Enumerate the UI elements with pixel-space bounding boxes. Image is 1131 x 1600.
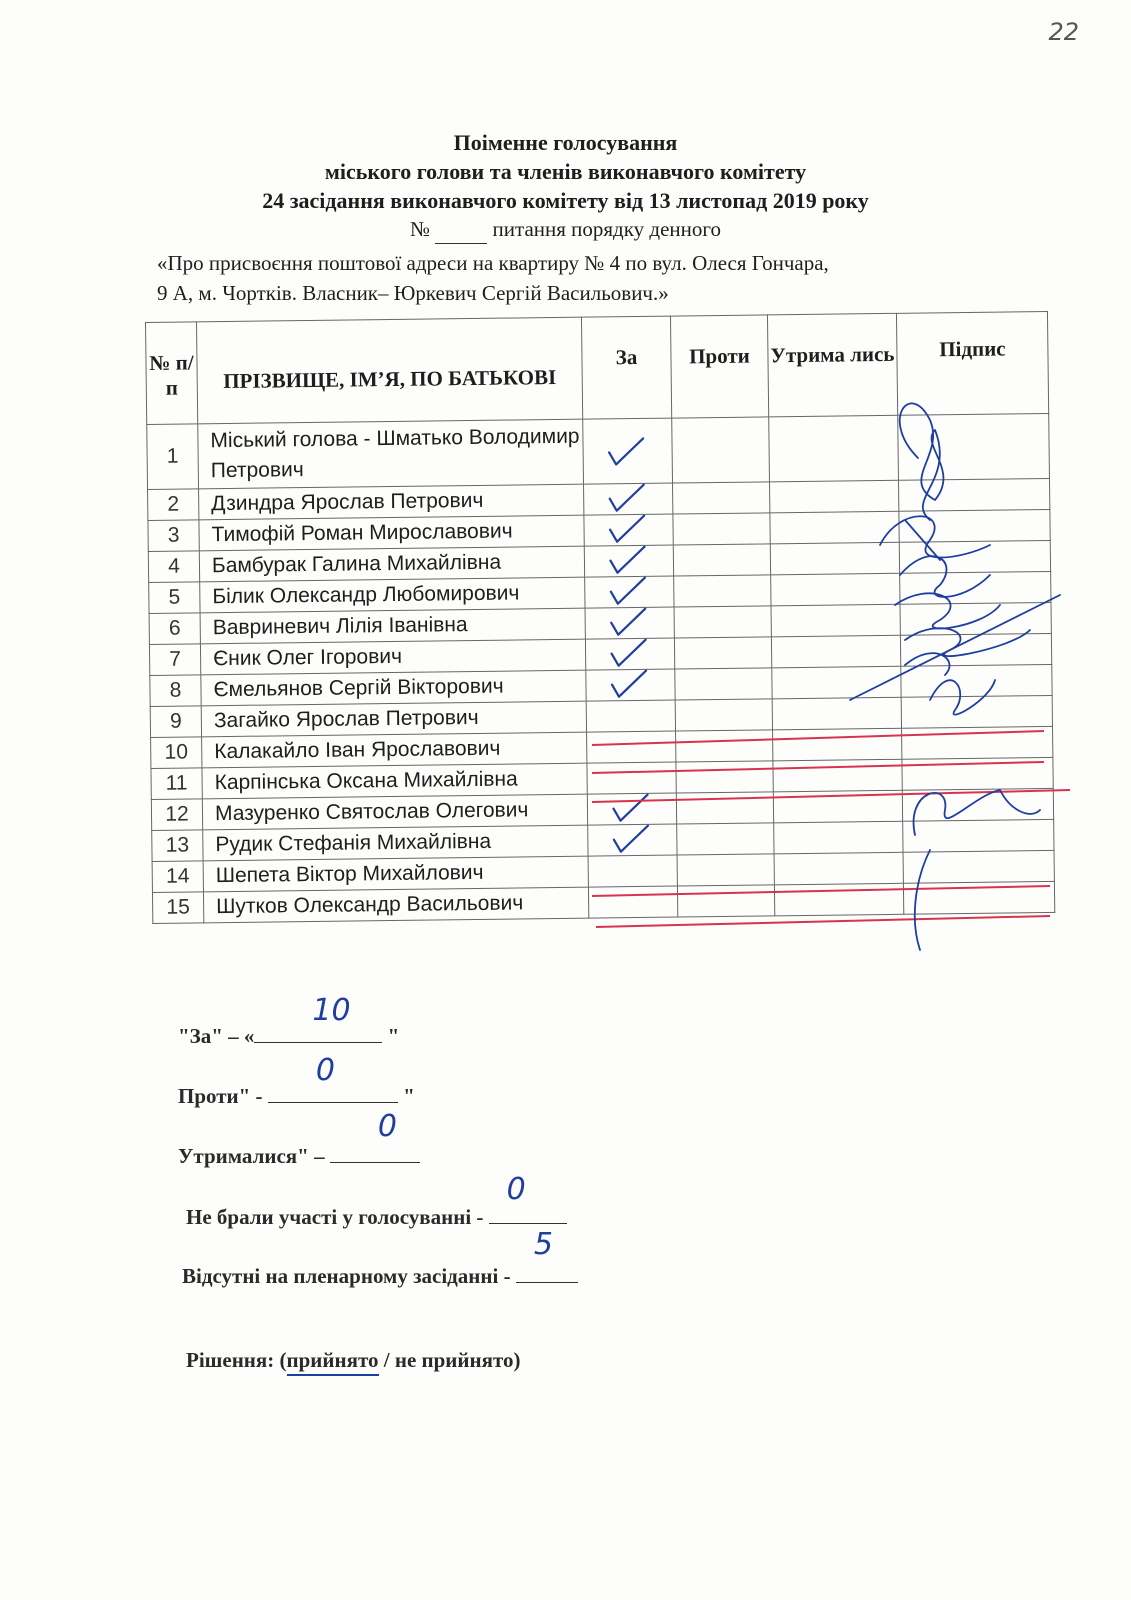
member-name: Калакайло Іван Ярославович [202, 732, 587, 768]
header-for: За [581, 316, 671, 419]
table-row [147, 413, 1050, 489]
tally-absent-value: 5 [533, 1227, 553, 1262]
signature-cell [898, 413, 1050, 480]
vote-against-cell [677, 885, 774, 917]
member-name: Дзиндра Ярослав Петрович [199, 484, 584, 520]
row-number: 12 [151, 799, 202, 831]
vote-for-cell [588, 855, 677, 887]
vote-for-cell [585, 607, 674, 639]
vote-abstain-cell [774, 852, 903, 885]
tally-against [178, 1053, 415, 1109]
vote-for-cell [585, 576, 674, 608]
tally-absent-blank [516, 1227, 578, 1283]
vote-abstain-cell [769, 415, 899, 482]
vote-for-cell [584, 483, 673, 515]
vote-for-cell [587, 793, 676, 825]
signature-cell [903, 881, 1054, 914]
vote-for-cell [583, 418, 673, 484]
signature-cell [900, 633, 1051, 666]
member-name: Загайко Ярослав Петрович [201, 701, 586, 737]
title-line-3: 24 засідання виконавчого комітету від 13 листопад 2019 року [262, 188, 869, 213]
vote-against-cell [676, 792, 773, 824]
vote-for-cell [585, 638, 674, 670]
vote-against-cell [677, 823, 774, 855]
row-number: 6 [149, 613, 200, 645]
title-line-2: міського голови та членів виконавчого комітету [324, 159, 807, 184]
row-number: 9 [150, 706, 201, 738]
member-name: Вавриневич Лілія Іванівна [200, 608, 585, 644]
vote-for-cell [587, 762, 676, 794]
decision-label: Рішення: ( [186, 1348, 287, 1372]
vote-abstain-cell [771, 635, 900, 668]
tally-abstain-value: 0 [377, 1109, 397, 1144]
header-against: Проти [670, 315, 768, 418]
vote-against-cell [674, 637, 771, 669]
tally-for-value: 10 [312, 993, 351, 1028]
vote-for-cell [588, 824, 677, 856]
decision-separator: / [378, 1348, 395, 1372]
header-name: ПРІЗВИЩЕ, ІМ’Я, ПО БАТЬКОВІ [197, 317, 583, 424]
vote-against-cell [674, 606, 771, 638]
tally-abstain-blank [330, 1109, 420, 1163]
signature-cell [900, 571, 1051, 604]
decision [186, 1348, 521, 1373]
tally-abstain-label: Утрималися" – [178, 1144, 325, 1168]
signature-cell [903, 819, 1054, 852]
header-num: № п/ п [146, 322, 198, 425]
row-number: 1 [147, 424, 199, 490]
member-name: Шутков Олександр Васильович [203, 887, 588, 923]
row-number: 2 [148, 489, 199, 521]
member-name: Міський голова - Шматько Володимир Петрович [198, 419, 584, 489]
vote-for-cell [586, 669, 675, 701]
member-name: Єник Олег Ігорович [200, 639, 585, 675]
vote-for-cell [584, 545, 673, 577]
member-name: Ємельянов Сергій Вікторович [201, 670, 586, 706]
decision-close: ) [513, 1348, 521, 1372]
tally-for-blank [254, 993, 382, 1043]
row-number: 5 [149, 582, 200, 614]
member-name: Шепета Віктор Михайлович [203, 856, 588, 892]
vote-abstain-cell [771, 573, 900, 606]
member-name: Мазуренко Святослав Олегович [202, 794, 587, 830]
tally-not-voted [186, 1172, 567, 1230]
question-number-blank [435, 215, 487, 244]
question-text [157, 248, 1017, 308]
decision-accepted: прийнято [287, 1348, 379, 1376]
tally-for [178, 993, 400, 1049]
vote-against-cell [673, 544, 770, 576]
tally-not-voted-label: Не брали участі у голосуванні - [186, 1205, 484, 1229]
tally-not-voted-value: 0 [506, 1172, 526, 1207]
page-number: 22 [1048, 18, 1079, 46]
header-signature: Підпис [896, 311, 1048, 415]
agenda-item-text: питання порядку денного [492, 217, 721, 241]
header-abstain: Утрима лись [767, 313, 897, 417]
vote-for-cell [588, 886, 677, 918]
row-number: 8 [150, 675, 201, 707]
tally-against-value: 0 [315, 1053, 335, 1088]
row-number: 11 [151, 768, 202, 800]
signature-cell [902, 757, 1053, 790]
tally-abstain [178, 1109, 420, 1169]
number-sign: № [410, 217, 431, 241]
signature-cell [901, 695, 1052, 728]
tally-against-close: " [403, 1084, 415, 1108]
tally-absent-label: Відсутні на пленарному засіданні - [182, 1264, 511, 1288]
vote-abstain-cell [774, 821, 903, 854]
vote-against-cell [675, 699, 772, 731]
agenda-item-line [0, 215, 1131, 244]
member-name: Рудик Стефанія Михайлівна [203, 825, 588, 861]
member-name: Білик Олександр Любомирович [200, 577, 585, 613]
row-number: 10 [151, 737, 202, 769]
vote-for-cell [584, 514, 673, 546]
table-header-row [146, 311, 1049, 424]
vote-abstain-cell [771, 604, 900, 637]
vote-abstain-cell [772, 697, 901, 730]
signature-cell [903, 850, 1054, 883]
vote-abstain-cell [769, 480, 898, 513]
tally-absent [182, 1227, 578, 1289]
member-name: Тимофій Роман Мирославович [199, 515, 584, 551]
decision-rejected: не прийнято [394, 1348, 514, 1372]
signature-cell [899, 509, 1050, 542]
member-name: Бамбурак Галина Михайлівна [199, 546, 584, 582]
signature-cell [900, 602, 1051, 635]
vote-abstain-cell [770, 542, 899, 575]
signature-cell [901, 664, 1052, 697]
voting-table [145, 311, 1055, 924]
vote-against-cell [673, 482, 770, 514]
vote-for-cell [587, 731, 676, 763]
vote-abstain-cell [770, 511, 899, 544]
row-number: 13 [152, 830, 203, 862]
vote-against-cell [676, 730, 773, 762]
vote-for-cell [586, 700, 675, 732]
question-line-1: «Про присвоєння поштової адреси на квартиру № 4 по вул. Олеся Гончара, [157, 251, 829, 275]
vote-abstain-cell [773, 790, 902, 823]
vote-against-cell [675, 668, 772, 700]
question-line-2: 9 А, м. Чортків. Власник– Юркевич Сергій Васильович.» [157, 281, 669, 305]
vote-abstain-cell [773, 759, 902, 792]
signature-cell [898, 478, 1049, 511]
signature-cell [902, 726, 1053, 759]
document-header [0, 128, 1131, 244]
signature-cell [902, 788, 1053, 821]
vote-abstain-cell [772, 666, 901, 699]
row-number: 4 [148, 551, 199, 583]
vote-against-cell [672, 417, 770, 483]
row-number: 15 [152, 892, 203, 924]
member-name: Карпінська Оксана Михайлівна [202, 763, 587, 799]
vote-against-cell [674, 575, 771, 607]
tally-against-label: Проти" - [178, 1084, 263, 1108]
tally-for-close: " [387, 1024, 400, 1048]
vote-against-cell [677, 854, 774, 886]
title-line-1: Поіменне голосування [453, 130, 678, 155]
signature-cell [899, 540, 1050, 573]
tally-against-blank [268, 1053, 398, 1103]
vote-against-cell [673, 513, 770, 545]
tally-for-label: "За" – « [178, 1024, 255, 1048]
vote-against-cell [676, 761, 773, 793]
tally-not-voted-blank [489, 1172, 567, 1224]
vote-abstain-cell [773, 728, 902, 761]
row-number: 3 [148, 520, 199, 552]
row-number: 7 [149, 644, 200, 676]
vote-abstain-cell [774, 883, 903, 916]
row-number: 14 [152, 861, 203, 893]
